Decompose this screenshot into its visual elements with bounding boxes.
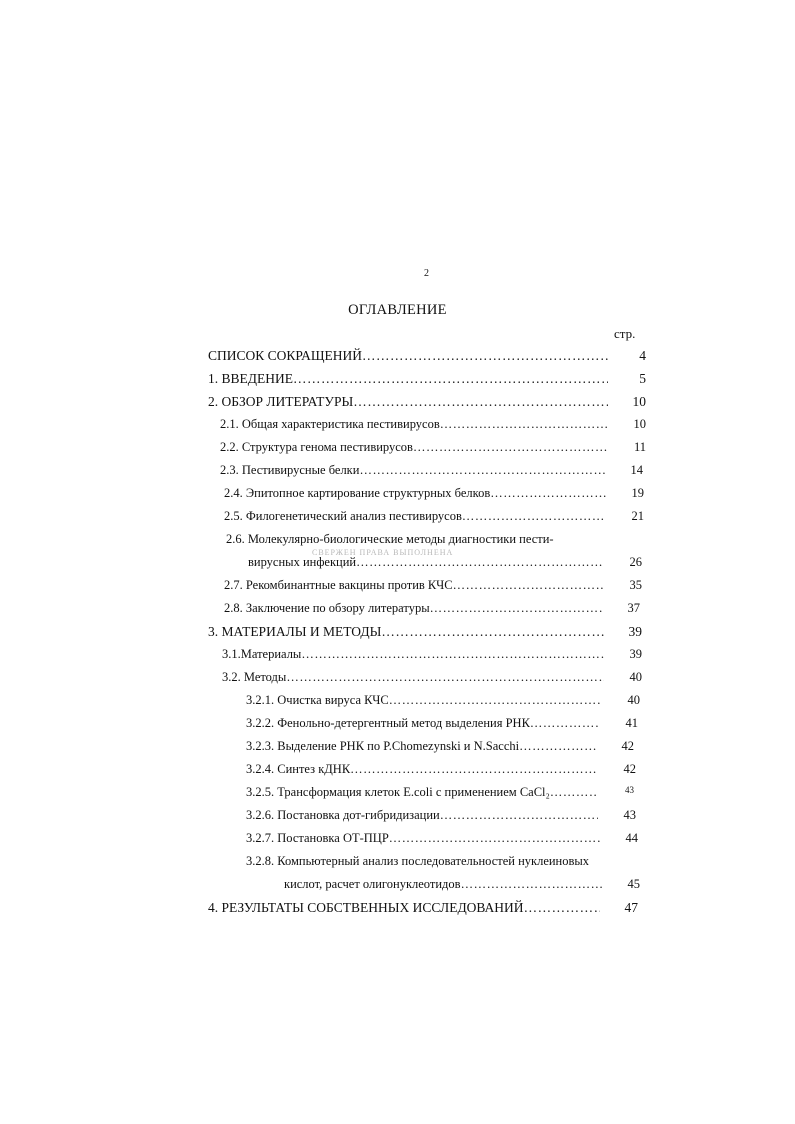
toc-entry: 1. ВВЕДЕНИЕ ………………………………………………………………………………………………………………………………………………………………………… 5: [208, 371, 608, 387]
toc-entry: 3.2.1. Очистка вируса КЧС ………………………………………………………………………………………………………………………………………………………………………… 40: [246, 693, 602, 708]
page-column-header: стр.: [614, 326, 636, 341]
toc-entry: 3.2.7. Постановка ОТ-ПЦР ………………………………………………………………………………………………………………………………………………………………………… 44: [246, 831, 600, 846]
toc-entry: 2.1. Общая характеристика пестивирусов ………………………………………………………………………………………………………………………………………………………………………… 10: [220, 417, 608, 432]
toc-entry: 3.2. Методы ………………………………………………………………………………………………………………………………………………………………………… 40: [222, 670, 604, 685]
toc-entry: 3.2.6. Постановка дот-гибридизации ………………………………………………………………………………………………………………………………………………………………………… 43: [246, 808, 598, 823]
faded-stamp: СВЕРЖЕН ПРАВА ВЫПОЛНЕНА: [312, 548, 454, 557]
toc-entry: 2.7. Рекомбинантные вакцины против КЧС ………………………………………………………………………………………………………………………………………………………………………… 35: [224, 578, 604, 593]
toc-entry: 3.2.5. Трансформация клеток E.coli с применением CaCl₂ ………………………………………………………………………………………………………………………………………………………………………… 43: [246, 785, 596, 800]
toc-entry-line1: 2.6. Молекулярно-биологические методы диагностики пести-: [226, 532, 554, 546]
toc-entry: 2.8. Заключение по обзору литературы ………………………………………………………………………………………………………………………………………………………………………… 37: [224, 601, 602, 616]
toc-entry: 3.1.Материалы ………………………………………………………………………………………………………………………………………………………………………… 39: [222, 647, 604, 662]
toc-entry: вирусных инфекций ………………………………………………………………………………………………………………………………………………………………………… 26: [248, 555, 604, 570]
toc-entry: кислот, расчет олигонуклеотидов ………………………………………………………………………………………………………………………………………………………………………… 45: [284, 877, 602, 892]
toc-entry: 4. РЕЗУЛЬТАТЫ СОБСТВЕННЫХ ИССЛЕДОВАНИЙ ………………………………………………………………………………………………………………………………………………………………………… 47: [208, 900, 600, 916]
toc-entry: 3. МАТЕРИАЛЫ И МЕТОДЫ ………………………………………………………………………………………………………………………………………………………………………… 39: [208, 624, 604, 640]
toc-entry-line1: 3.2.8. Компьютерный анализ последовательностей нуклеиновых: [246, 854, 590, 868]
toc-entry: 3.2.4. Синтез кДНК ………………………………………………………………………………………………………………………………………………………………………… 42: [246, 762, 598, 777]
page-title: ОГЛАВЛЕНИЕ: [348, 302, 447, 318]
toc-entry: 2.3. Пестивирусные белки ………………………………………………………………………………………………………………………………………………………………………… 14: [220, 463, 605, 478]
toc-entry: 2.2. Структура генома пестивирусов ………………………………………………………………………………………………………………………………………………………………………… 11: [220, 440, 608, 455]
toc-entry: 2.4. Эпитопное картирование структурных белков ………………………………………………………………………………………………………………………………………………………………………… 19: [224, 486, 606, 501]
toc-entry: 2. ОБЗОР ЛИТЕРАТУРЫ ………………………………………………………………………………………………………………………………………………………………………… 10: [208, 394, 608, 410]
toc-entry: 2.5. Филогенетический анализ пестивирусов ………………………………………………………………………………………………………………………………………………………………………… 21: [224, 509, 606, 524]
page-number: 2: [424, 268, 429, 279]
toc-entry: СПИСОК СОКРАЩЕНИЙ ………………………………………………………………………………………………………………………………………………………………………… 4: [208, 348, 608, 364]
toc-entry: 3.2.3. Выделение РНК по P.Chomezynski и N.Sacchi ………………………………………………………………………………………………………………………………………………………………………… 42: [246, 739, 596, 754]
toc-entry: 3.2.2. Фенольно-детергентный метод выделения РНК ………………………………………………………………………………………………………………………………………………………………………… 41: [246, 716, 600, 731]
